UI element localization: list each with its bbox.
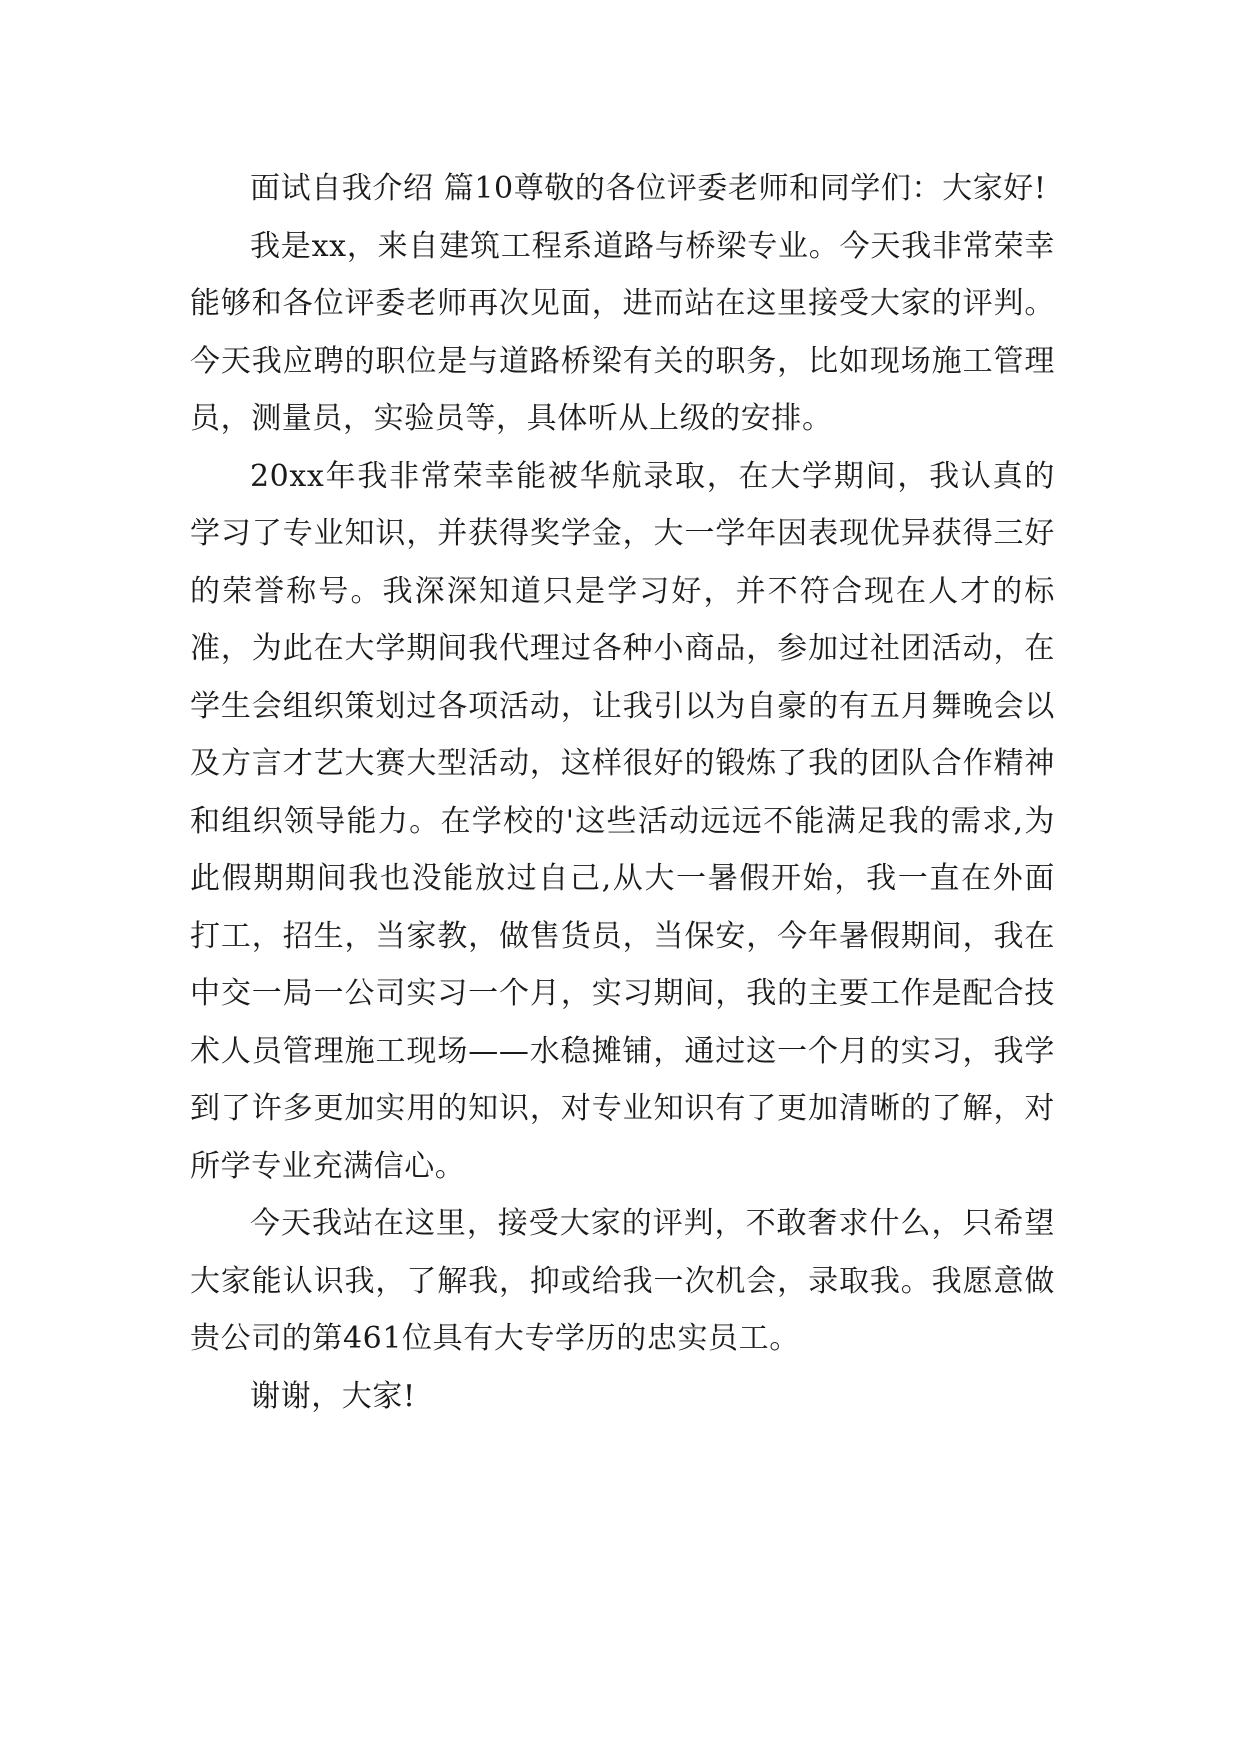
paragraph-self-intro: 我是xx，来自建筑工程系道路与桥梁专业。今天我非常荣幸能够和各位评委老师再次见面，进而站在这里接受大家的评判。今天我应聘的职位是与道路桥梁有关的职务，比如现场施工管理员，测量员，实验员等，具体听从上级的安排。 bbox=[190, 228, 1055, 436]
paragraph-thanks: 谢谢，大家! bbox=[250, 1378, 416, 1414]
paragraph-closing-wish: 今天我站在这里，接受大家的评判，不敢奢求什么，只希望大家能认识我，了解我，抑或给我一次机会，录取我。我愿意做贵公司的第461位具有大专学历的忠实员工。 bbox=[190, 1206, 1055, 1356]
document-page bbox=[190, 160, 1055, 1425]
paragraph-title-greeting: 面试自我介绍 篇10尊敬的各位评委老师和同学们：大家好! bbox=[250, 171, 1047, 206]
paragraph-university-experience: 20xx年我非常荣幸能被华航录取，在大学期间，我认真的学习了专业知识，并获得奖学金，大一学年因表现优异获得三好的荣誉称号。我深深知道只是学习好，并不符合现在人才的标准，为此在大学期间我代理过各种小商品，参加过社团活动，在学生会组织策划过各项活动，让我引以为自豪的有五月舞晚会以及方言才艺大赛大型活动，这样很好的锻炼了我的团队合作精神和组织领导能力。在学校的'这些活动远远不能满足我的需求,为此假期期间我也没能放过自己,从大一暑假开始，我一直在外面打工，招生，当家教，做售货员，当保安，今年暑假期间，我在中交一局一公司实习一个月，实习期间，我的主要工作是配合技术人员管理施工现场——水稳摊铺，通过这一个月的实习，我学到了许多更加实用的知识，对专业知识有了更加清晰的了解，对所学专业充满信心。 bbox=[190, 458, 1055, 1184]
